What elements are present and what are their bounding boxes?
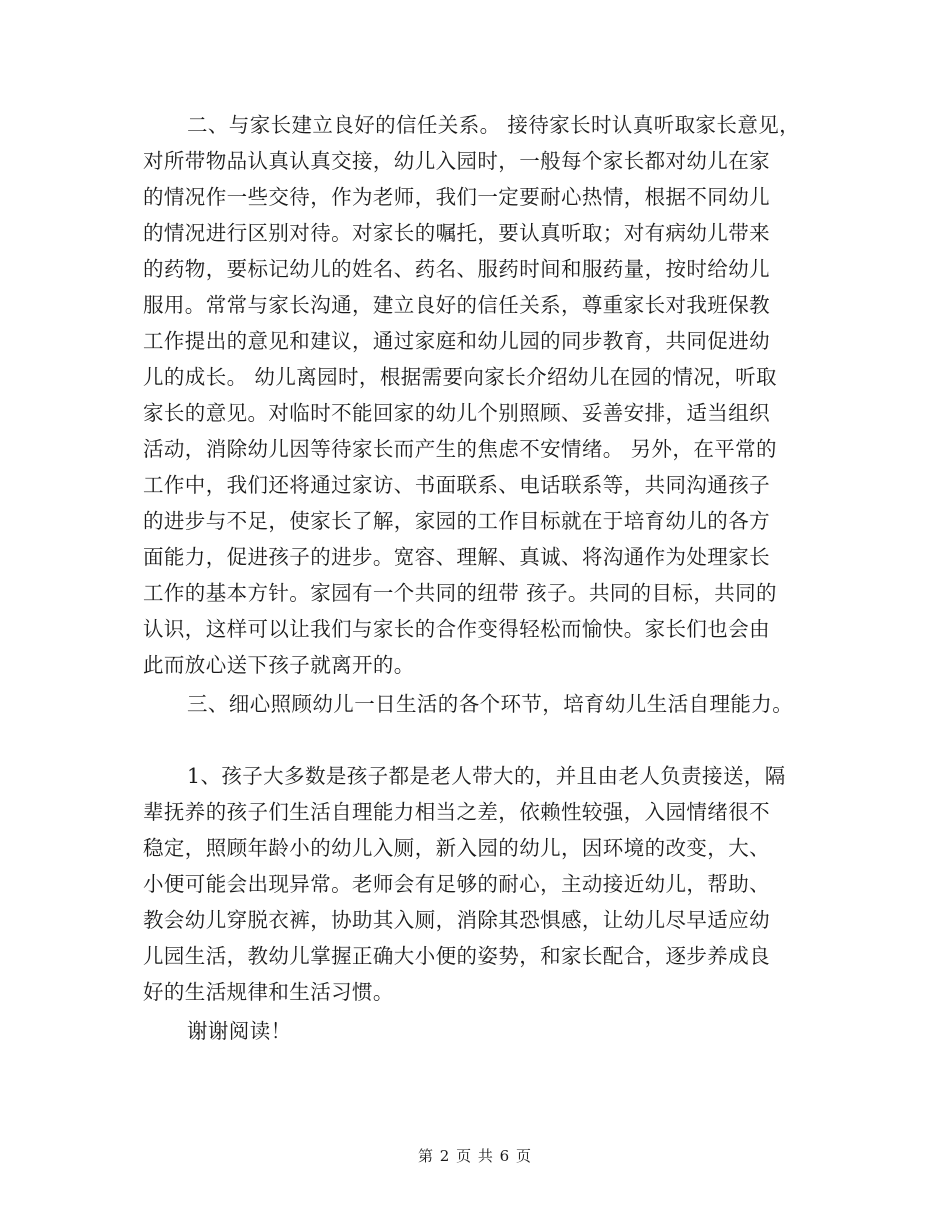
paragraph-line: 认识，这样可以让我们与家长的合作变得轻松而愉快。家长们也会由 (143, 617, 770, 641)
paragraph-line: 辈抚养的孩子们生活自理能力相当之差，依赖性较强，入园情绪很不 (143, 800, 770, 824)
section-heading: 三、细心照顾幼儿一日生活的各个环节，培育幼儿生活自理能力。 (187, 692, 794, 716)
paragraph-line: 工作的基本方针。家园有一个共同的纽带 孩子。共同的目标，共同的 (143, 581, 777, 605)
paragraph-line: 活动，消除幼儿因等待家长而产生的焦虑不安情绪。 另外，在平常的 (143, 437, 777, 461)
paragraph-line: 好的生活规律和生活习惯。 (143, 980, 394, 1004)
paragraph-line: 教会幼儿穿脱衣裤，协助其入厕，消除其恐惧感，让幼儿尽早适应幼 (143, 908, 770, 932)
paragraph-line: 家长的意见。对临时不能回家的幼儿个别照顾、妥善安排，适当组织 (143, 401, 770, 425)
paragraph-line: 对所带物品认真认真交接，幼儿入园时，一般每个家长都对幼儿在家 (143, 149, 770, 173)
paragraph-line: 的情况进行区别对待。对家长的嘱托，要认真听取；对有病幼儿带来 (143, 221, 770, 245)
paragraph-line: 1、孩子大多数是孩子都是老人带大的，并且由老人负责接送，隔 (187, 764, 786, 788)
paragraph-line: 小便可能会出现异常。老师会有足够的耐心，主动接近幼儿，帮助、 (143, 872, 770, 896)
paragraph-line: 工作提出的意见和建议，通过家庭和幼儿园的同步教育，共同促进幼 (143, 329, 770, 353)
paragraph-line: 儿园生活，教幼儿掌握正确大小便的姿势，和家长配合，逐步养成良 (143, 944, 770, 968)
paragraph-line: 服用。常常与家长沟通，建立良好的信任关系，尊重家长对我班保教 (143, 293, 770, 317)
closing-text: 谢谢阅读！ (187, 1019, 292, 1043)
paragraph-line: 二、与家长建立良好的信任关系。 接待家长时认真听取家长意见， (187, 113, 801, 137)
paragraph-line: 工作中，我们还将通过家访、书面联系、电话联系等，共同沟通孩子 (143, 473, 770, 497)
page-number-footer: 第 2 页 共 6 页 (418, 1147, 532, 1165)
paragraph-line: 稳定，照顾年龄小的幼儿入厕，新入园的幼儿，因环境的改变，大、 (143, 836, 770, 860)
paragraph-line: 儿的成长。 幼儿离园时，根据需要向家长介绍幼儿在园的情况，听取 (143, 365, 777, 389)
paragraph-line: 面能力，促进孩子的进步。宽容、理解、真诚、将沟通作为处理家长 (143, 545, 770, 569)
paragraph-line: 的情况作一些交待，作为老师，我们一定要耐心热情，根据不同幼儿 (143, 185, 770, 209)
paragraph-line: 此而放心送下孩子就离开的。 (143, 653, 415, 677)
paragraph-line: 的药物，要标记幼儿的姓名、药名、服药时间和服药量，按时给幼儿 (143, 257, 770, 281)
paragraph-line: 的进步与不足，使家长了解，家园的工作目标就在于培育幼儿的各方 (143, 509, 770, 533)
